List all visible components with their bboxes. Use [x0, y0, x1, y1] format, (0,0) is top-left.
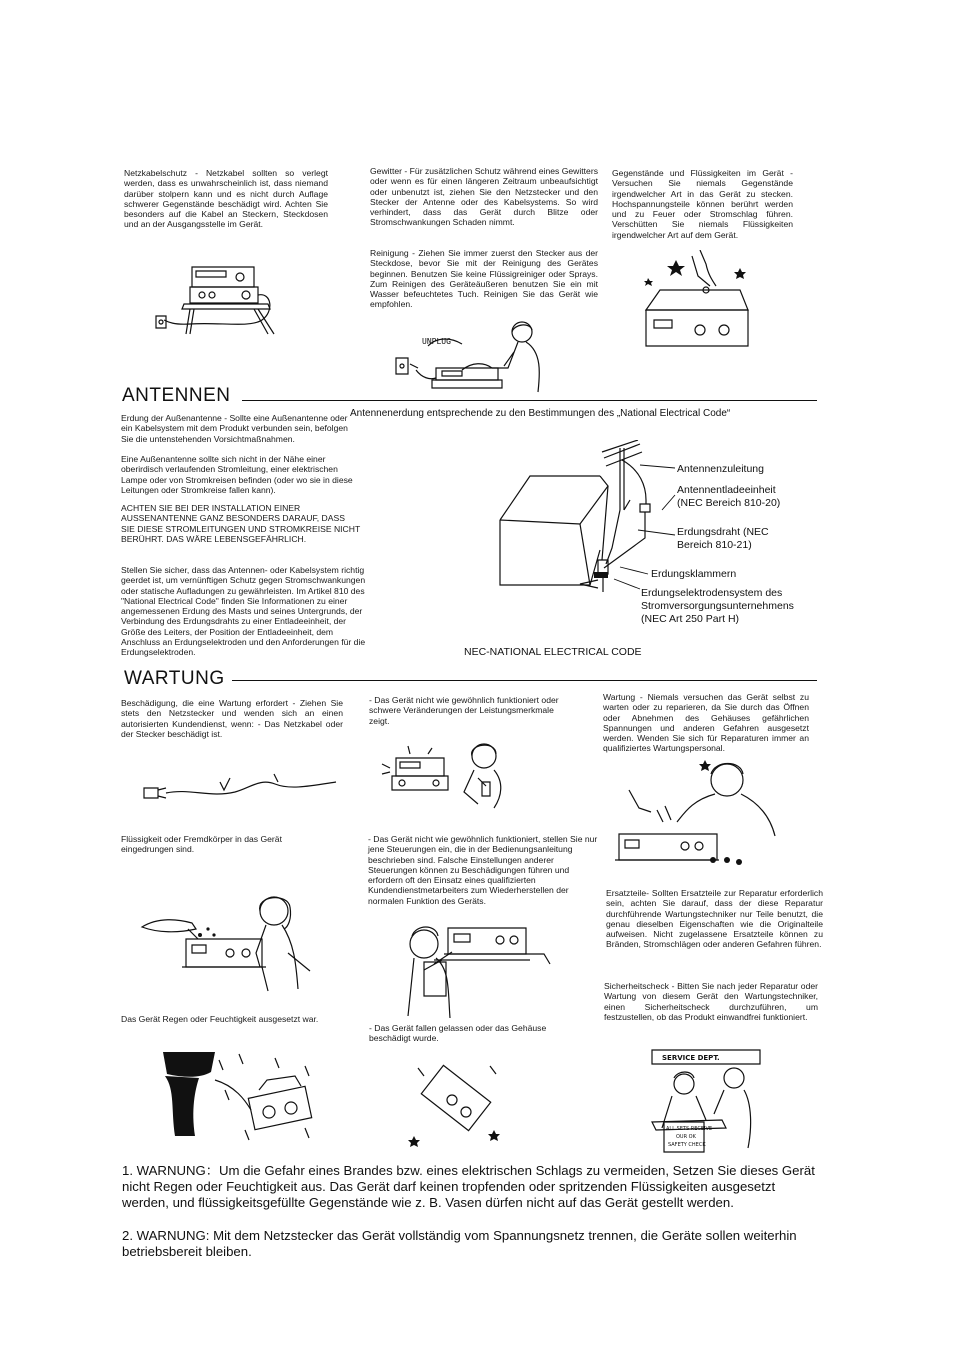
radio-phone-illustration [378, 742, 518, 810]
safety-check-sign-3: SAFETY CHECK [668, 1142, 706, 1148]
thunderstorm-text: Gewitter - Für zusätzlichen Schutz während eines Gewitters oder wenn es für einen längeren Zeitraum unbeaufsichtigt oder unbenutzt ist, ziehen Sie den Netzstecker und den Stecker der Antenne oder des Kabelsystems. So wird verhindert, dass das Gerät durch Blitze oder Stromschwankungen Schaden nimmt. [370, 166, 598, 228]
antenna-diagram-title: Antennenerdung entsprechende zu den Bestimmungen des „National Electrical Code“ [350, 408, 731, 419]
wartung-rule [232, 680, 817, 681]
warning-1: 1. WARNUNG：Um die Gefahr eines Brandes bzw. eines elektrischen Schlags zu vermeiden, Setzen Sie dieses Gerät nicht Regen oder Feuchtigkeit aus. Das Gerät darf keinen tropfenden oder spritzenden Flüssigkeiten ausgesetzt werden, und flüssigkeitsgefüllte Gegenstände wie z. B. Vasen dürfen nicht auf das Gerät gestellt werden. [122, 1163, 815, 1211]
unplug-label: UNPLUG [422, 337, 451, 346]
label-erdungsdraht-2: Bereich 810-21) [677, 539, 752, 551]
spare-parts-text: Ersatzteile- Sollten Ersatzteile zur Reparatur erforderlich sein, achten Sie darauf, dass der diese Reparatur durchführende Wartungstechniker nur Teile benutzt, die genau dieselben Eigenschaften wie die Originalteile aufweisen. Nicht zugelassene Ersatzteile können zu Bränden, Stromschlägen oder anderen Gefahren führen. [606, 888, 823, 950]
wartung-heading: WARTUNG [124, 668, 225, 689]
abnormal-function-text: - Das Gerät nicht wie gewöhnlich funktioniert oder schwere Veränderungen der Leistungsmerkmale zeigt. [369, 695, 559, 726]
cleaning-text: Reinigung - Ziehen Sie immer zuerst den Stecker aus der Steckdose, bevor Sie mit der Reinigung des Gerätes beginnen. Benutzen Sie keine Flüssigreiniger oder Sprays. Zum Reinigen des Geräteäußeren benutzen Sie ein mit Wasser befeuchtetes Tuch. Reinigen Sie das Gerät wie empfohlen. [370, 248, 598, 310]
handling-device-illustration [404, 920, 554, 1020]
power-cord-text: Netzkabelschutz - Netzkabel sollten so verlegt werden, dass es unwahrscheinlich ist, dass niemand darüber stolpern kann und es nicht durch Auflage schwerer Gegenstände beschädigt wird. Achten Sie besonders auf die Kabel an Steckern, Steckdosen und an der Ausgangsstelle im Gerät. [124, 168, 328, 230]
label-elektrodensystem-3: (NEC Art 250 Part H) [641, 613, 740, 625]
rain-exposed-text: Das Gerät Regen oder Feuchtigkeit ausgesetzt war. [121, 1014, 319, 1024]
antennen-heading: ANTENNEN [122, 385, 231, 406]
label-antennenzuleitung: Antennenzuleitung [677, 463, 764, 475]
dropped-device-text: - Das Gerät fallen gelassen oder das Gehäuse beschädigt wurde. [369, 1023, 547, 1044]
label-erdungsklammern: Erdungsklammern [651, 568, 737, 580]
service-dept-illustration [648, 1048, 763, 1158]
dropped-device-illustration [400, 1060, 510, 1150]
self-repair-illustration [615, 760, 790, 870]
damaged-cord-illustration [140, 770, 340, 810]
objects-device-illustration [640, 250, 755, 350]
label-entladeeinheit-2: (NEC Bereich 810-20) [677, 497, 781, 509]
antenna-powerline-text: Eine Außenantenne sollte sich nicht in der Nähe einer oberirdisch verlaufenden Stromleitung, einer elektrischen Lampe oder von Stromkreisen befinden (oder wo sie in diese Leitungen oder Stromkreise fallen kann). [121, 454, 353, 495]
service-dept-sign: SERVICE DEPT. [662, 1054, 720, 1062]
unplug-illustration [392, 318, 572, 393]
label-erdungsdraht-1: Erdungsdraht (NEC [677, 526, 769, 538]
nec-label: NEC-NATIONAL ELECTRICAL CODE [464, 646, 642, 658]
antenna-warning-caps: ACHTEN SIE BEI DER INSTALLATION EINER AUSSENANTENNE GANZ BESONDERS DARAUF, DASS SIE DIESE STROMLEITUNGEN UND STROMKREISE NICHT BERÜHRT. DAS WÄRE LEBENSGEFÄHRLICH. [121, 503, 361, 544]
label-elektrodensystem-1: Erdungselektrodensystem des [641, 587, 783, 599]
liquid-device-illustration [138, 893, 324, 993]
wrong-controls-text: - Das Gerät nicht wie gewöhnlich funktioniert, stellen Sie nur jene Steuerungen ein, die in der Bedienungsanleitung beschrieben sind. Falsche Einstellungen anderer Steuerungen können zu Beschädigungen führen und erfordern oft den Einsatz eines qualifizierten Kundendienstmetarbeiters zum Wiederherstellen der normalen Funktion des Geräts. [368, 834, 598, 906]
safety-check-text: Sicherheitscheck - Bitten Sie nach jeder Reparatur oder Wartung von diesem Gerät den Wartungstechniker, einen Sicherheitscheck durchzuführen, um festzustellen, ob das Produkt einwandfrei funktioniert. [604, 981, 818, 1022]
no-self-repair-text: Wartung - Niemals versuchen das Gerät selbst zu warten oder zu reparieren, da Sie durch das Öffnen oder Abnehmen des Gehäuses gefährlichen Spannungen und anderen Gefahren ausgesetzt werden. Wenden Sie sich für Reparaturen immer an qualifiziertes Wartungspersonal. [603, 692, 809, 754]
label-entladeeinheit-1: Antennentladeeinheit [677, 484, 776, 496]
liquid-entered-text: Flüssigkeit oder Fremdkörper in das Gerät eingedrungen sind. [121, 834, 282, 855]
service-damage-text: Beschädigung, die eine Wartung erfordert - Ziehen Sie stets den Netzstecker und wenden sich an einen autorisierten Kundendienst, wenn: - Das Netzkabel oder der Stecker beschädigt ist. [121, 698, 343, 739]
antenna-grounding-intro: Erdung der Außenantenne - Sollte eine Außenantenne oder ein Kabelsystem mit dem Produkt verbunden sein, befolgen Sie die untenstehenden Vorsichtmaßnahmen. [121, 413, 348, 444]
rain-device-illustration [155, 1050, 335, 1150]
objects-liquids-text: Gegenstände und Flüssigkeiten im Gerät - Versuchen Sie niemals Gegenstände irgendwelcher Art in das Gerät zu stecken. Hochspannungsteile können berührt werden und zu Feuer oder Stromschlag führen. Verschütten Sie niemals Flüssigkeiten irgendwelcher Art auf dem Gerät. [612, 168, 793, 240]
label-elektrodensystem-2: Stromversorgungsunternehmens [641, 600, 794, 612]
warning-2: 2. WARNUNG: Mit dem Netzstecker das Gerät vollständig vom Spannungsnetz trennen, die Geräte sollen weiterhin betriebsbereit bleiben. [122, 1228, 797, 1260]
safety-check-sign-2: OUR OK [676, 1134, 696, 1140]
antenna-grounding-text: Stellen Sie sicher, dass das Antennen- oder Kabelsystem richtig geerdet ist, um vernünftigen Schutz gegen Stromschwankungen oder statische Aufladungen zu gewährleisten. Im Artikel 810 des "National Electrical Code" finden Sie Informationen zu einer angemessenen Erdung des Masts und seines Untergrunds, der Verbindung des Erdungsdrahts zu einer Entladeeinheit, der Größe des Leiters, der Position der Entladeeinheit, dem Anschluss an Erdungselektroden und den Anforderungen für die Erdungselektroden. [121, 565, 366, 658]
safety-check-sign-1: ALL SETS RECEIVE [666, 1126, 713, 1132]
stereo-table-illustration [150, 262, 290, 342]
antennen-rule [242, 400, 817, 401]
